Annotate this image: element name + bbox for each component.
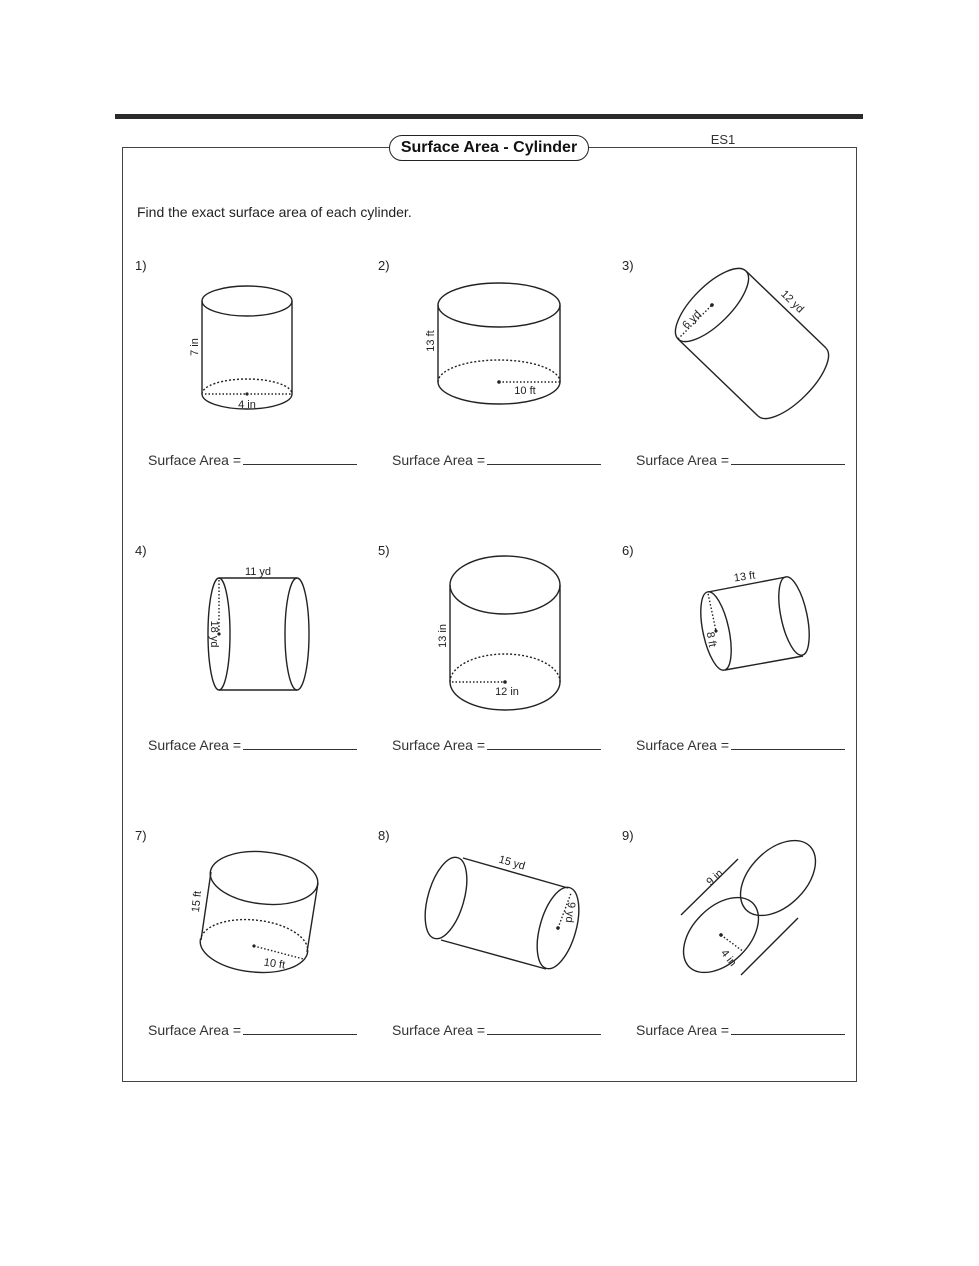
cylinder-3-height-label: 12 yd — [778, 288, 806, 316]
cylinder-2 — [438, 283, 560, 404]
cylinder-7-radius-label: 10 ft — [262, 956, 286, 972]
cylinder-3-radius-label: 6 yd — [680, 308, 704, 332]
cylinder-9 — [669, 826, 829, 986]
cylinder-8 — [417, 853, 587, 974]
instructions: Find the exact surface area of each cylinder. — [137, 204, 412, 220]
cylinder-7-height-label: 15 ft — [189, 890, 205, 913]
cylinder-8-height-label: 15 yd — [497, 853, 527, 873]
cylinder-5-radius-label: 12 in — [495, 686, 519, 698]
worksheet-title: Surface Area - Cylinder — [389, 135, 589, 161]
problem-5-number: 5) — [378, 543, 390, 558]
cylinder-4-radius-label: 18 yd — [208, 620, 220, 648]
problem-8-number: 8) — [378, 828, 390, 843]
problem-9-number: 9) — [622, 828, 634, 843]
answer-line-7: Surface Area = — [148, 1020, 357, 1038]
problem-1-number: 1) — [135, 258, 147, 273]
answer-line-2: Surface Area = — [392, 450, 601, 468]
cylinder-7 — [198, 846, 321, 977]
problem-3-number: 3) — [622, 258, 634, 273]
cylinder-4 — [208, 578, 309, 690]
cylinder-1-height-label: 7 in — [189, 338, 201, 356]
problem-6-number: 6) — [622, 543, 634, 558]
answer-line-8: Surface Area = — [392, 1020, 601, 1038]
cylinder-5-height-label: 13 in — [437, 624, 449, 648]
cylinder-9-radius-label: 4 in — [718, 947, 739, 969]
cylinder-4-height-label: 11 yd — [244, 566, 272, 578]
cylinder-1 — [202, 286, 292, 409]
problem-4-number: 4) — [135, 543, 147, 558]
cylinder-6-height-label: 13 ft — [733, 569, 757, 585]
answer-line-4: Surface Area = — [148, 735, 357, 753]
cylinder-9-height-label: 9 in — [704, 867, 726, 889]
answer-line-3: Surface Area = — [636, 450, 845, 468]
answer-line-1: Surface Area = — [148, 450, 357, 468]
cylinder-6 — [695, 574, 815, 673]
cylinder-8-radius-label: 9 yd — [562, 901, 578, 924]
cylinder-2-height-label: 13 ft — [425, 330, 437, 352]
cylinder-2-radius-label: 10 ft — [514, 385, 536, 397]
answer-line-9: Surface Area = — [636, 1020, 845, 1038]
answer-line-5: Surface Area = — [392, 735, 601, 753]
cylinder-6-radius-label: 8 ft — [703, 630, 719, 649]
cylinder-1-radius-label: 4 in — [238, 399, 256, 411]
problem-7-number: 7) — [135, 828, 147, 843]
answer-line-6: Surface Area = — [636, 735, 845, 753]
cylinder-3 — [665, 258, 840, 430]
problem-2-number: 2) — [378, 258, 390, 273]
worksheet-code: ES1 — [710, 132, 736, 147]
